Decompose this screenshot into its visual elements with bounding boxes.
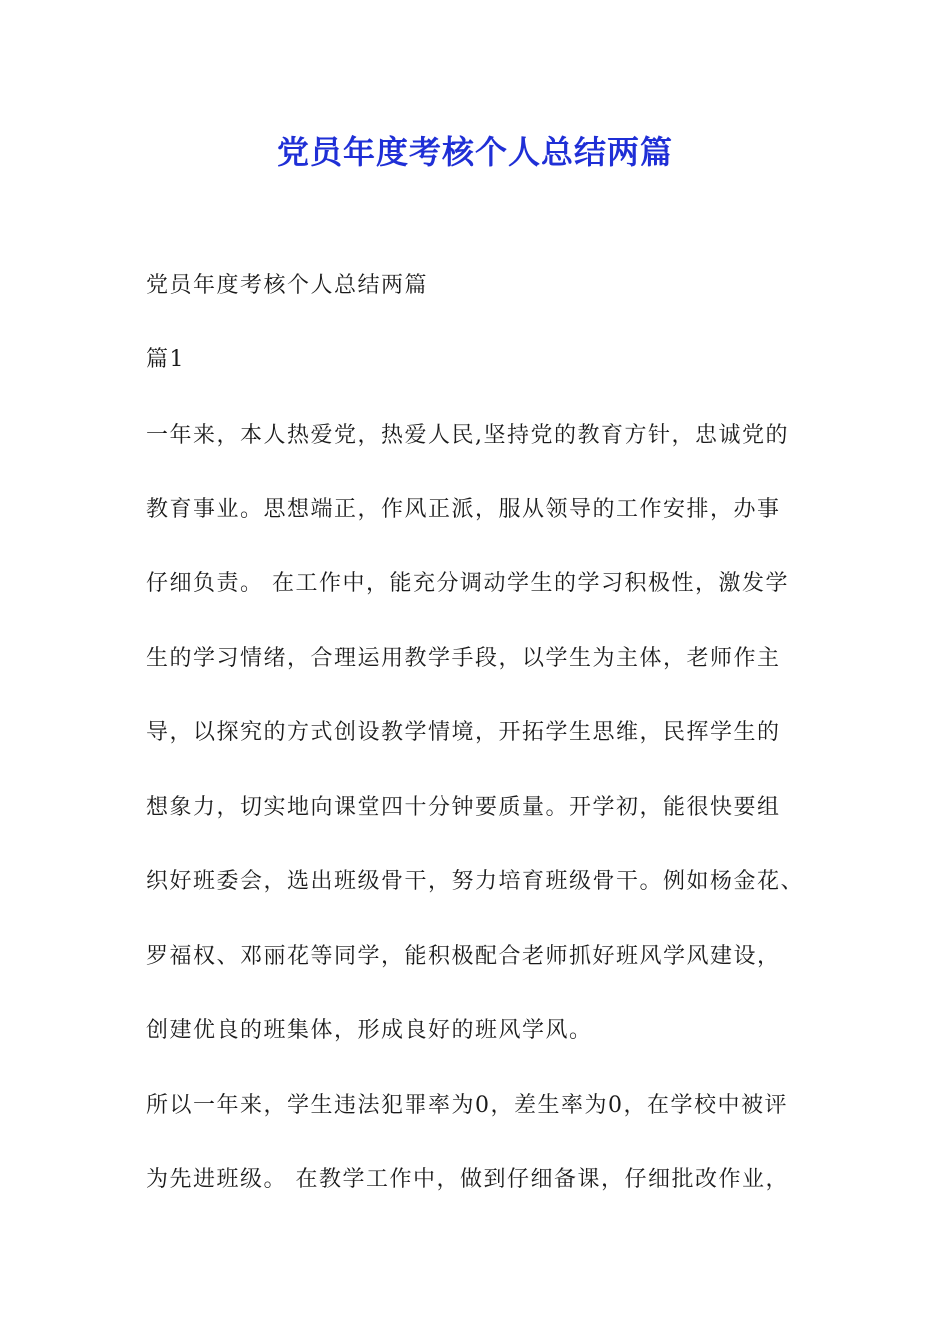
body-line: 为先进班级。 在教学工作中，做到仔细备课，仔细批改作业， — [146, 1167, 789, 1192]
body-line: 教育事业。思想端正，作风正派，服从领导的工作安排，办事 — [146, 497, 781, 522]
body-line: 织好班委会，选出班级骨干，努力培育班级骨干。例如杨金花、 — [146, 869, 805, 894]
body-line: 仔细负责。 在工作中，能充分调动学生的学习积极性，激发学 — [146, 571, 789, 596]
body-line: 所以一年来，学生违法犯罪率为0，差生率为0，在学校中被评 — [146, 1093, 788, 1118]
document-title: 党员年度考核个人总结两篇 — [276, 133, 673, 171]
body-line: 罗福权、邓丽花等同学，能积极配合老师抓好班风学风建设， — [146, 944, 781, 969]
document-subtitle: 党员年度考核个人总结两篇 — [146, 273, 429, 298]
body-line: 想象力，切实地向课堂四十分钟要质量。开学初，能很快要组 — [146, 795, 781, 820]
body-line: 创建优良的班集体，形成良好的班风学风。 — [146, 1018, 593, 1043]
section-heading: 篇1 — [146, 347, 185, 372]
body-line: 一年来，本人热爱党，热爱人民,坚持党的教育方针，忠诚党的 — [146, 423, 789, 448]
body-line: 导，以探究的方式创设教学情境，开拓学生思维，民挥学生的 — [146, 720, 781, 745]
body-line: 生的学习情绪，合理运用教学手段，以学生为主体，老师作主 — [146, 646, 781, 671]
